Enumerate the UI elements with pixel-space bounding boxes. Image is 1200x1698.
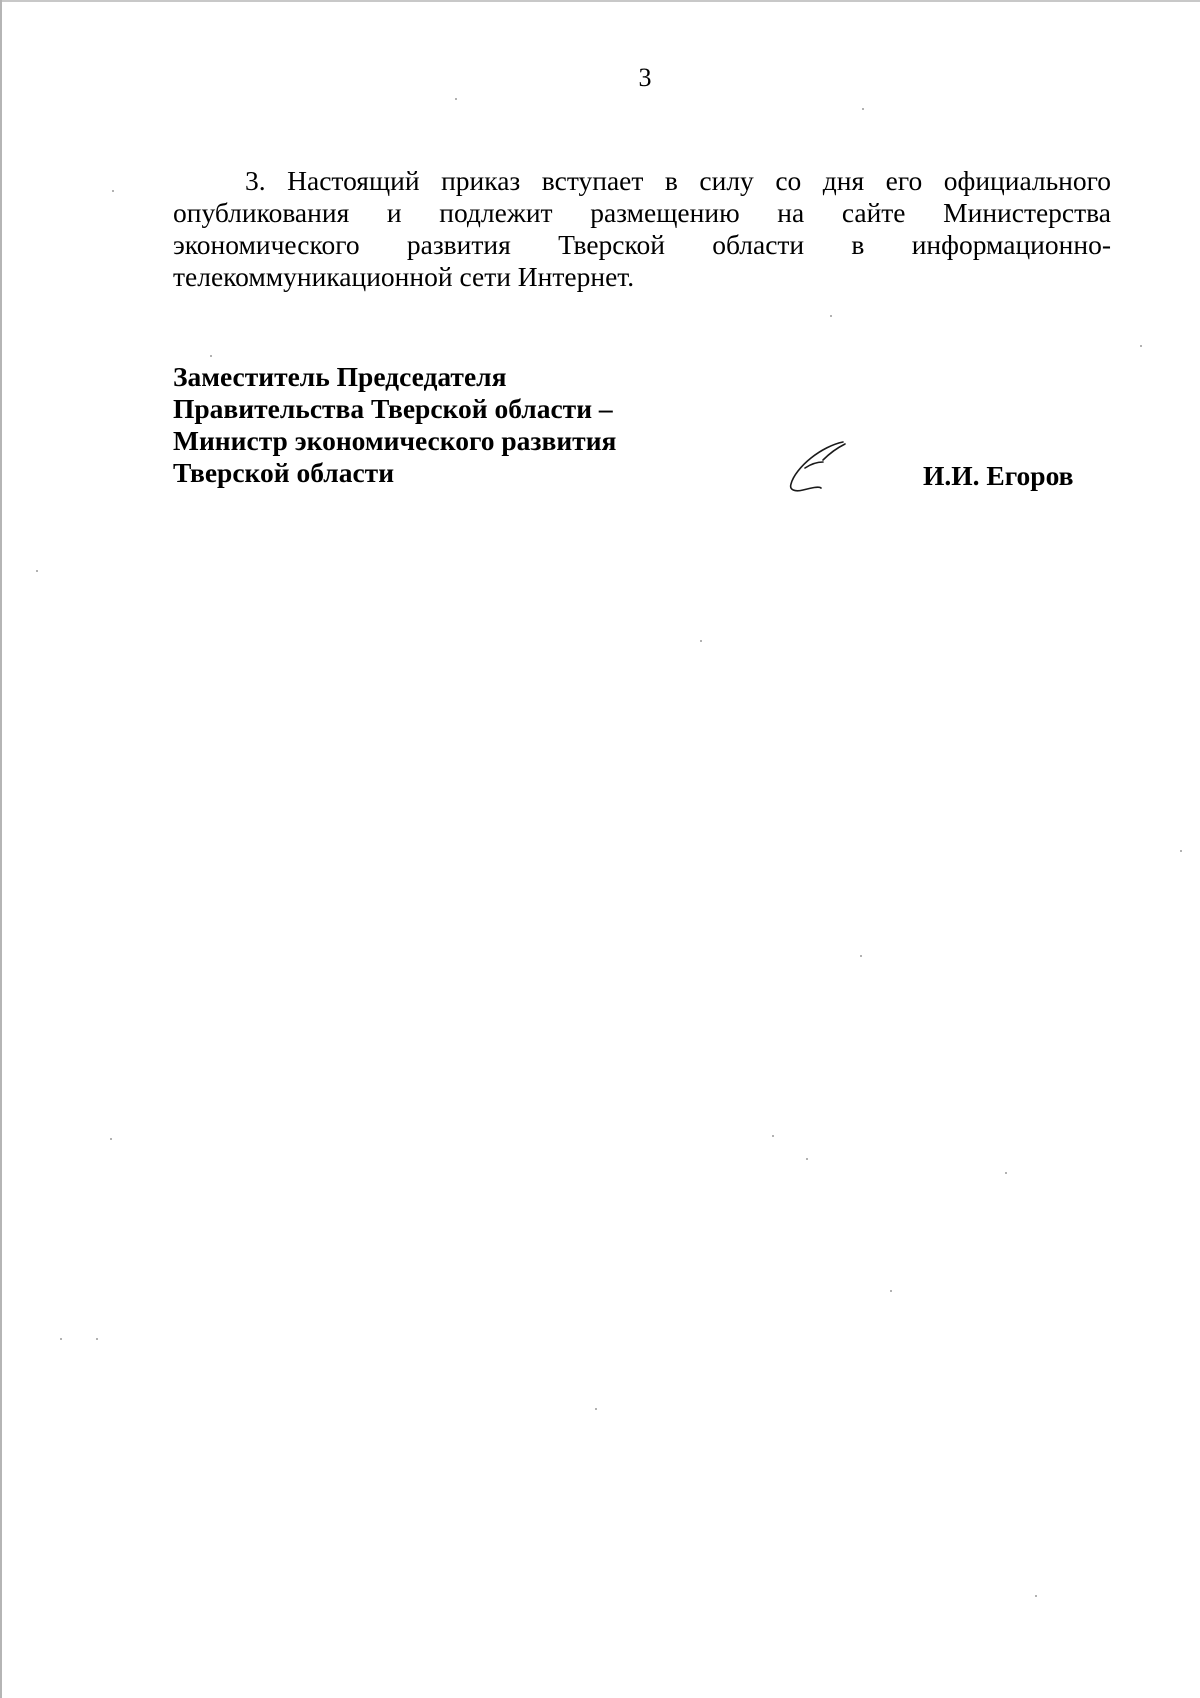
handwritten-signature-icon: [783, 438, 853, 498]
page-number: 3: [638, 63, 652, 92]
paragraph-line: телекоммуникационной сети Интернет.: [173, 261, 635, 292]
signatory-title-line: Правительства Тверской области –: [173, 393, 613, 424]
scan-speck: [112, 190, 114, 192]
scan-edge-top: [0, 0, 1200, 2]
order-paragraph: [173, 165, 1111, 293]
scan-speck: [455, 98, 457, 100]
signatory-title-line: Министр экономического развития: [173, 425, 617, 456]
scan-speck: [862, 108, 864, 110]
scan-speck: [772, 1135, 774, 1137]
signatory-title-line: Заместитель Председателя: [173, 361, 507, 392]
paragraph-line: 3. Настоящий приказ вступает в силу со дня его официального: [245, 165, 1111, 196]
scan-speck: [860, 955, 862, 957]
signatory-title: [173, 361, 616, 489]
scan-speck: [110, 1138, 112, 1140]
scan-speck: [806, 1158, 808, 1160]
scan-speck: [96, 1338, 98, 1340]
signatory-title-line: Тверской области: [173, 457, 395, 488]
scan-speck: [890, 1290, 892, 1292]
scan-speck: [36, 570, 38, 572]
scan-speck: [1140, 345, 1142, 347]
signer-name: И.И. Егоров: [923, 460, 1074, 491]
scan-speck: [595, 1408, 597, 1410]
scan-speck: [1005, 1172, 1007, 1174]
scan-speck: [830, 315, 832, 317]
paragraph-line: экономического развития Тверской области в информационно-: [173, 229, 1111, 260]
paragraph-line: опубликования и подлежит размещению на сайте Министерства: [173, 197, 1111, 228]
scan-speck: [210, 355, 212, 357]
scan-edge-left: [0, 0, 2, 1698]
scan-speck: [60, 1338, 62, 1340]
scan-speck: [1180, 850, 1182, 852]
scan-speck: [700, 640, 702, 642]
scan-speck: [1035, 1595, 1037, 1597]
